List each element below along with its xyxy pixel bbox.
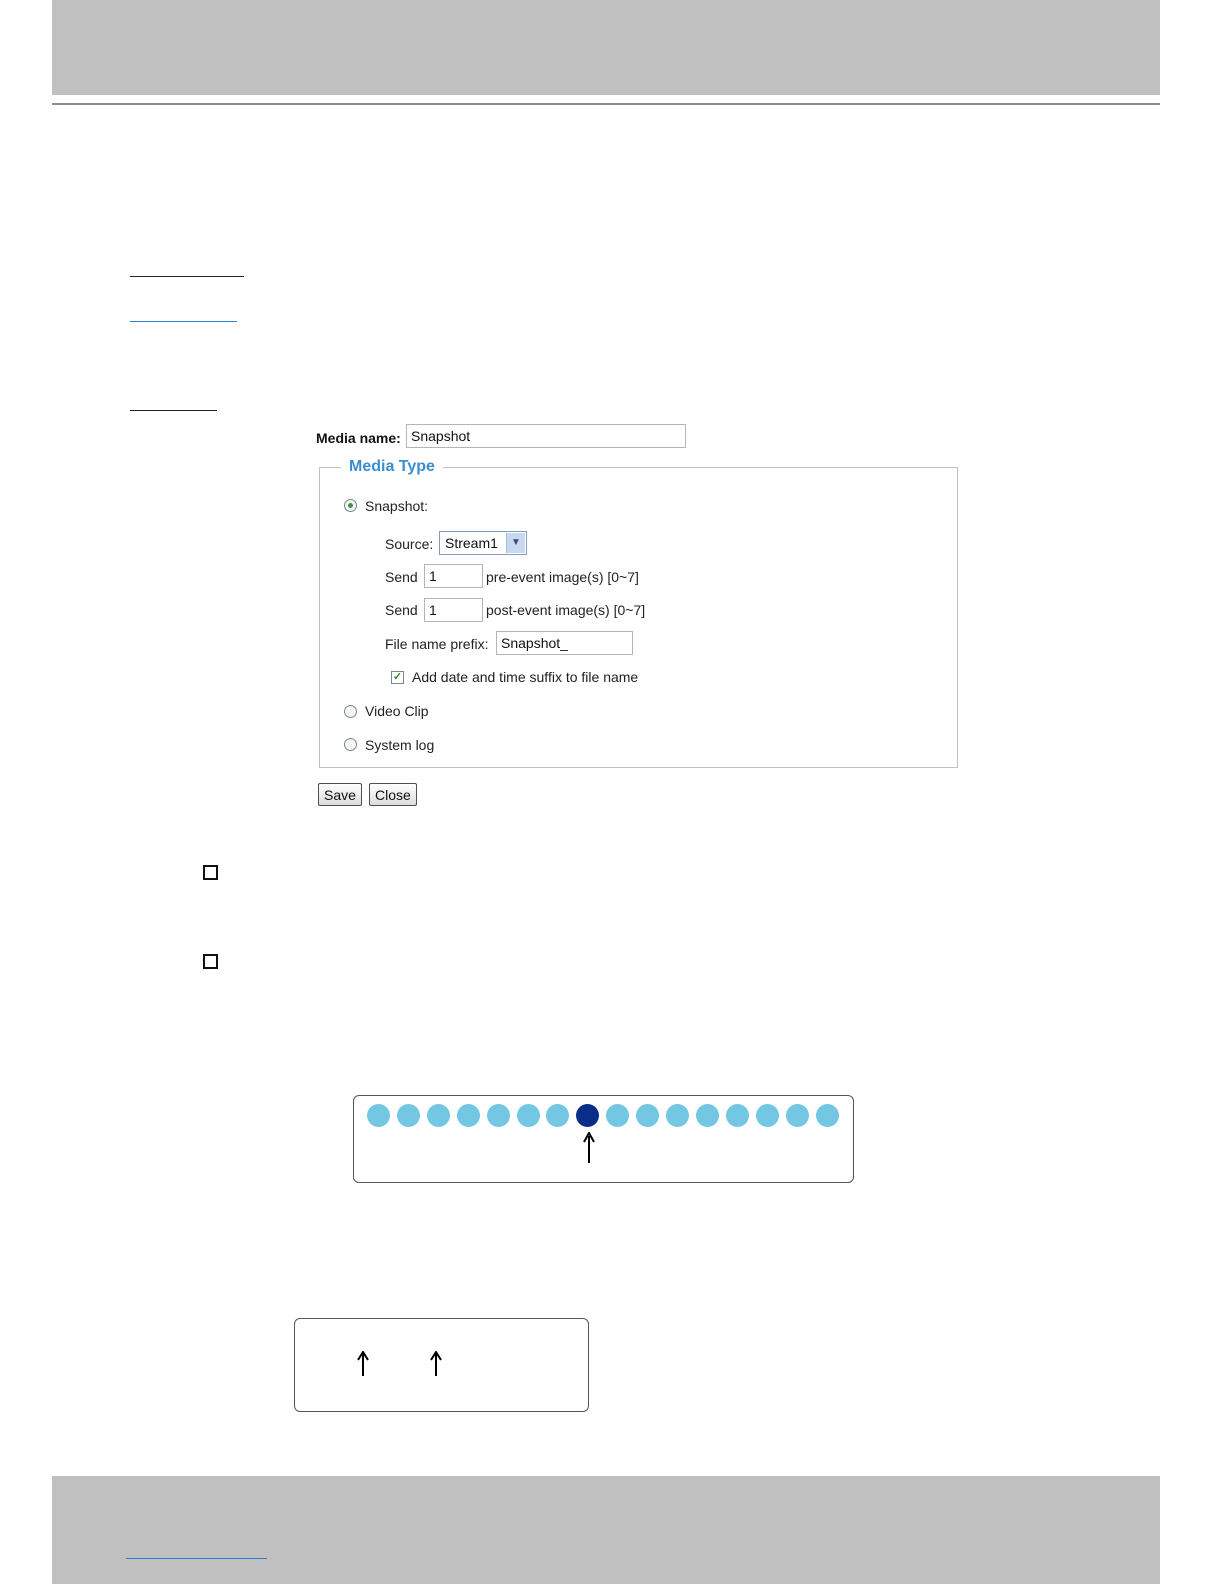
post-event-input[interactable] [424,598,483,622]
image-dot [517,1104,540,1127]
media-name-input[interactable] [406,424,686,448]
image-dot [726,1104,749,1127]
image-dot [487,1104,510,1127]
image-dot [457,1104,480,1127]
pre-event-text: pre-event image(s) [0~7] [486,569,639,585]
image-dot [636,1104,659,1127]
date-suffix-checkbox[interactable]: ✓ [392,671,403,683]
footer-band [52,1476,1160,1584]
video-clip-label: Video Clip [365,703,429,719]
image-dot [666,1104,689,1127]
snapshot-label: Snapshot: [365,498,429,514]
media-type-legend: Media Type [341,458,443,476]
image-dot [756,1104,779,1127]
image-dot [367,1104,390,1127]
image-sequence-panel [353,1095,854,1183]
image-dot [816,1104,839,1127]
source-select-value: Stream1 [445,535,498,551]
image-dot [606,1104,629,1127]
date-suffix-label: Add date and time suffix to file name [412,669,639,685]
send-pre-label: Send [385,569,418,585]
system-log-radio[interactable] [344,738,357,751]
file-name-illustration-panel [294,1318,589,1412]
post-event-text: post-event image(s) [0~7] [486,602,646,618]
pre-event-input[interactable] [424,564,483,588]
image-dot [397,1104,420,1127]
header-rule [52,103,1160,105]
send-post-label: Send [385,602,418,618]
system-log-label: System log [365,737,435,753]
arrow-up-icon [430,1351,442,1377]
image-dot [696,1104,719,1127]
arrow-up-icon [357,1351,369,1377]
file-prefix-input[interactable] [496,631,633,655]
header-band [52,0,1160,95]
footer-link-underline[interactable] [126,1558,267,1559]
media-name-label: Media name: [316,430,401,446]
snapshot-radio[interactable] [344,499,357,512]
bullet-square-icon [203,954,218,969]
source-label: Source: [385,536,434,552]
trigger-image-dot [576,1104,599,1127]
image-dot [546,1104,569,1127]
subsection-heading-underline [130,410,217,411]
source-select[interactable] [439,531,527,555]
trigger-arrow-icon [583,1132,595,1164]
save-button[interactable]: Save [318,783,362,806]
file-prefix-label: File name prefix: [385,636,489,652]
close-button[interactable]: Close [369,783,417,806]
section-heading-underline [130,276,244,277]
video-clip-radio[interactable] [344,705,357,718]
image-dot [786,1104,809,1127]
bullet-square-icon [203,865,218,880]
chevron-down-icon[interactable]: ▼ [506,533,525,553]
image-dot [427,1104,450,1127]
link-underline[interactable] [130,321,237,322]
